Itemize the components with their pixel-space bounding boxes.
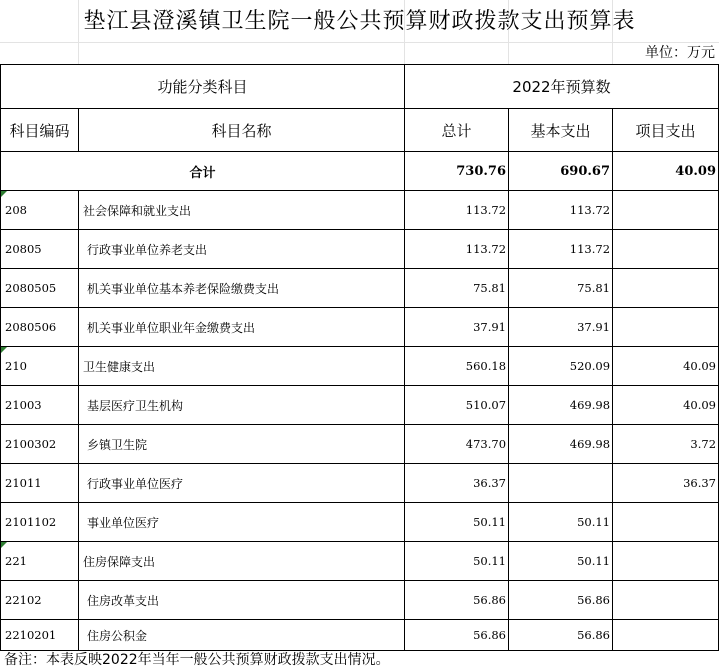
header-row-2 bbox=[1, 109, 719, 152]
header-project: 项目支出 bbox=[613, 109, 719, 152]
total-row bbox=[1, 152, 719, 191]
row-project bbox=[613, 308, 719, 347]
row-name: 社会保障和就业支出 bbox=[79, 191, 405, 230]
header-basic: 基本支出 bbox=[509, 109, 613, 152]
row-code-text: 22102 bbox=[5, 593, 42, 607]
row-project bbox=[613, 269, 719, 308]
row-name: 住房公积金 bbox=[79, 620, 405, 651]
table-row bbox=[1, 308, 719, 347]
row-project: 40.09 bbox=[613, 347, 719, 386]
row-project bbox=[613, 503, 719, 542]
row-basic: 37.91 bbox=[509, 308, 613, 347]
row-code bbox=[1, 269, 79, 308]
header-row-1 bbox=[1, 65, 719, 109]
row-name: 机关事业单位基本养老保险缴费支出 bbox=[79, 269, 405, 308]
table-row bbox=[1, 620, 719, 651]
row-project bbox=[613, 230, 719, 269]
table-row bbox=[1, 386, 719, 425]
row-code-text: 2080506 bbox=[5, 320, 57, 334]
row-code-text: 2100302 bbox=[5, 437, 57, 451]
header-total: 总计 bbox=[405, 109, 509, 152]
row-project bbox=[613, 620, 719, 651]
row-code bbox=[1, 230, 79, 269]
row-basic: 50.11 bbox=[509, 542, 613, 581]
row-code-text: 21003 bbox=[5, 398, 42, 412]
row-project: 3.72 bbox=[613, 425, 719, 464]
row-project: 40.09 bbox=[613, 386, 719, 425]
row-basic: 56.86 bbox=[509, 620, 613, 651]
row-project bbox=[613, 581, 719, 620]
row-total: 560.18 bbox=[405, 347, 509, 386]
row-basic: 469.98 bbox=[509, 386, 613, 425]
row-total: 56.86 bbox=[405, 581, 509, 620]
page-title: 垫江县澄溪镇卫生院一般公共预算财政拨款支出预算表 bbox=[83, 9, 636, 34]
budget-table bbox=[0, 64, 719, 651]
row-name: 行政事业单位养老支出 bbox=[79, 230, 405, 269]
row-code bbox=[1, 542, 79, 581]
row-basic: 469.98 bbox=[509, 425, 613, 464]
header-name: 科目名称 bbox=[79, 109, 405, 152]
row-code bbox=[1, 581, 79, 620]
table-row bbox=[1, 347, 719, 386]
row-total: 113.72 bbox=[405, 191, 509, 230]
row-project: 36.37 bbox=[613, 464, 719, 503]
header-code: 科目编码 bbox=[1, 109, 79, 152]
row-code bbox=[1, 464, 79, 503]
row-name: 行政事业单位医疗 bbox=[79, 464, 405, 503]
table-row bbox=[1, 269, 719, 308]
row-basic: 113.72 bbox=[509, 230, 613, 269]
row-name: 基层医疗卫生机构 bbox=[79, 386, 405, 425]
row-code bbox=[1, 386, 79, 425]
row-code bbox=[1, 347, 79, 386]
row-code-text: 221 bbox=[5, 554, 27, 568]
total-basic: 690.67 bbox=[509, 152, 613, 191]
row-code-text: 2210201 bbox=[5, 628, 57, 642]
table-row bbox=[1, 425, 719, 464]
row-total: 510.07 bbox=[405, 386, 509, 425]
row-total: 50.11 bbox=[405, 542, 509, 581]
row-code-text: 210 bbox=[5, 359, 27, 373]
row-code-text: 20805 bbox=[5, 242, 42, 256]
row-name: 住房改革支出 bbox=[79, 581, 405, 620]
row-total: 75.81 bbox=[405, 269, 509, 308]
table-row bbox=[1, 464, 719, 503]
row-total: 473.70 bbox=[405, 425, 509, 464]
row-name: 事业单位医疗 bbox=[79, 503, 405, 542]
row-name: 住房保障支出 bbox=[79, 542, 405, 581]
header-func-class: 功能分类科目 bbox=[1, 65, 405, 109]
row-name: 机关事业单位职业年金缴费支出 bbox=[79, 308, 405, 347]
row-project bbox=[613, 191, 719, 230]
total-project: 40.09 bbox=[613, 152, 719, 191]
row-total: 36.37 bbox=[405, 464, 509, 503]
total-amount: 730.76 bbox=[405, 152, 509, 191]
row-basic: 56.86 bbox=[509, 581, 613, 620]
unit-label: 单位：万元 bbox=[645, 45, 715, 61]
row-basic: 520.09 bbox=[509, 347, 613, 386]
table-row bbox=[1, 542, 719, 581]
row-total: 50.11 bbox=[405, 503, 509, 542]
row-code-text: 2080505 bbox=[5, 281, 57, 295]
table-row bbox=[1, 191, 719, 230]
row-name: 乡镇卫生院 bbox=[79, 425, 405, 464]
header-budget-year: 2022年预算数 bbox=[405, 65, 719, 109]
cell-comment-marker-icon bbox=[1, 542, 7, 548]
row-code bbox=[1, 191, 79, 230]
row-code-text: 2101102 bbox=[5, 515, 57, 529]
table-row bbox=[1, 503, 719, 542]
row-code-text: 21011 bbox=[5, 476, 42, 490]
row-name: 卫生健康支出 bbox=[79, 347, 405, 386]
row-basic bbox=[509, 464, 613, 503]
row-total: 37.91 bbox=[405, 308, 509, 347]
table-row bbox=[1, 230, 719, 269]
row-code bbox=[1, 620, 79, 651]
footnote: 备注：本表反映2022年当年一般公共预算财政拨款支出情况。 bbox=[4, 652, 390, 668]
row-total: 113.72 bbox=[405, 230, 509, 269]
cell-comment-marker-icon bbox=[1, 191, 7, 197]
row-basic: 50.11 bbox=[509, 503, 613, 542]
row-code bbox=[1, 308, 79, 347]
row-code-text: 208 bbox=[5, 203, 27, 217]
row-code bbox=[1, 503, 79, 542]
row-total: 56.86 bbox=[405, 620, 509, 651]
row-basic: 75.81 bbox=[509, 269, 613, 308]
table-row bbox=[1, 581, 719, 620]
row-basic: 113.72 bbox=[509, 191, 613, 230]
total-label: 合计 bbox=[1, 152, 405, 191]
cell-comment-marker-icon bbox=[1, 347, 7, 353]
row-code bbox=[1, 425, 79, 464]
row-project bbox=[613, 542, 719, 581]
